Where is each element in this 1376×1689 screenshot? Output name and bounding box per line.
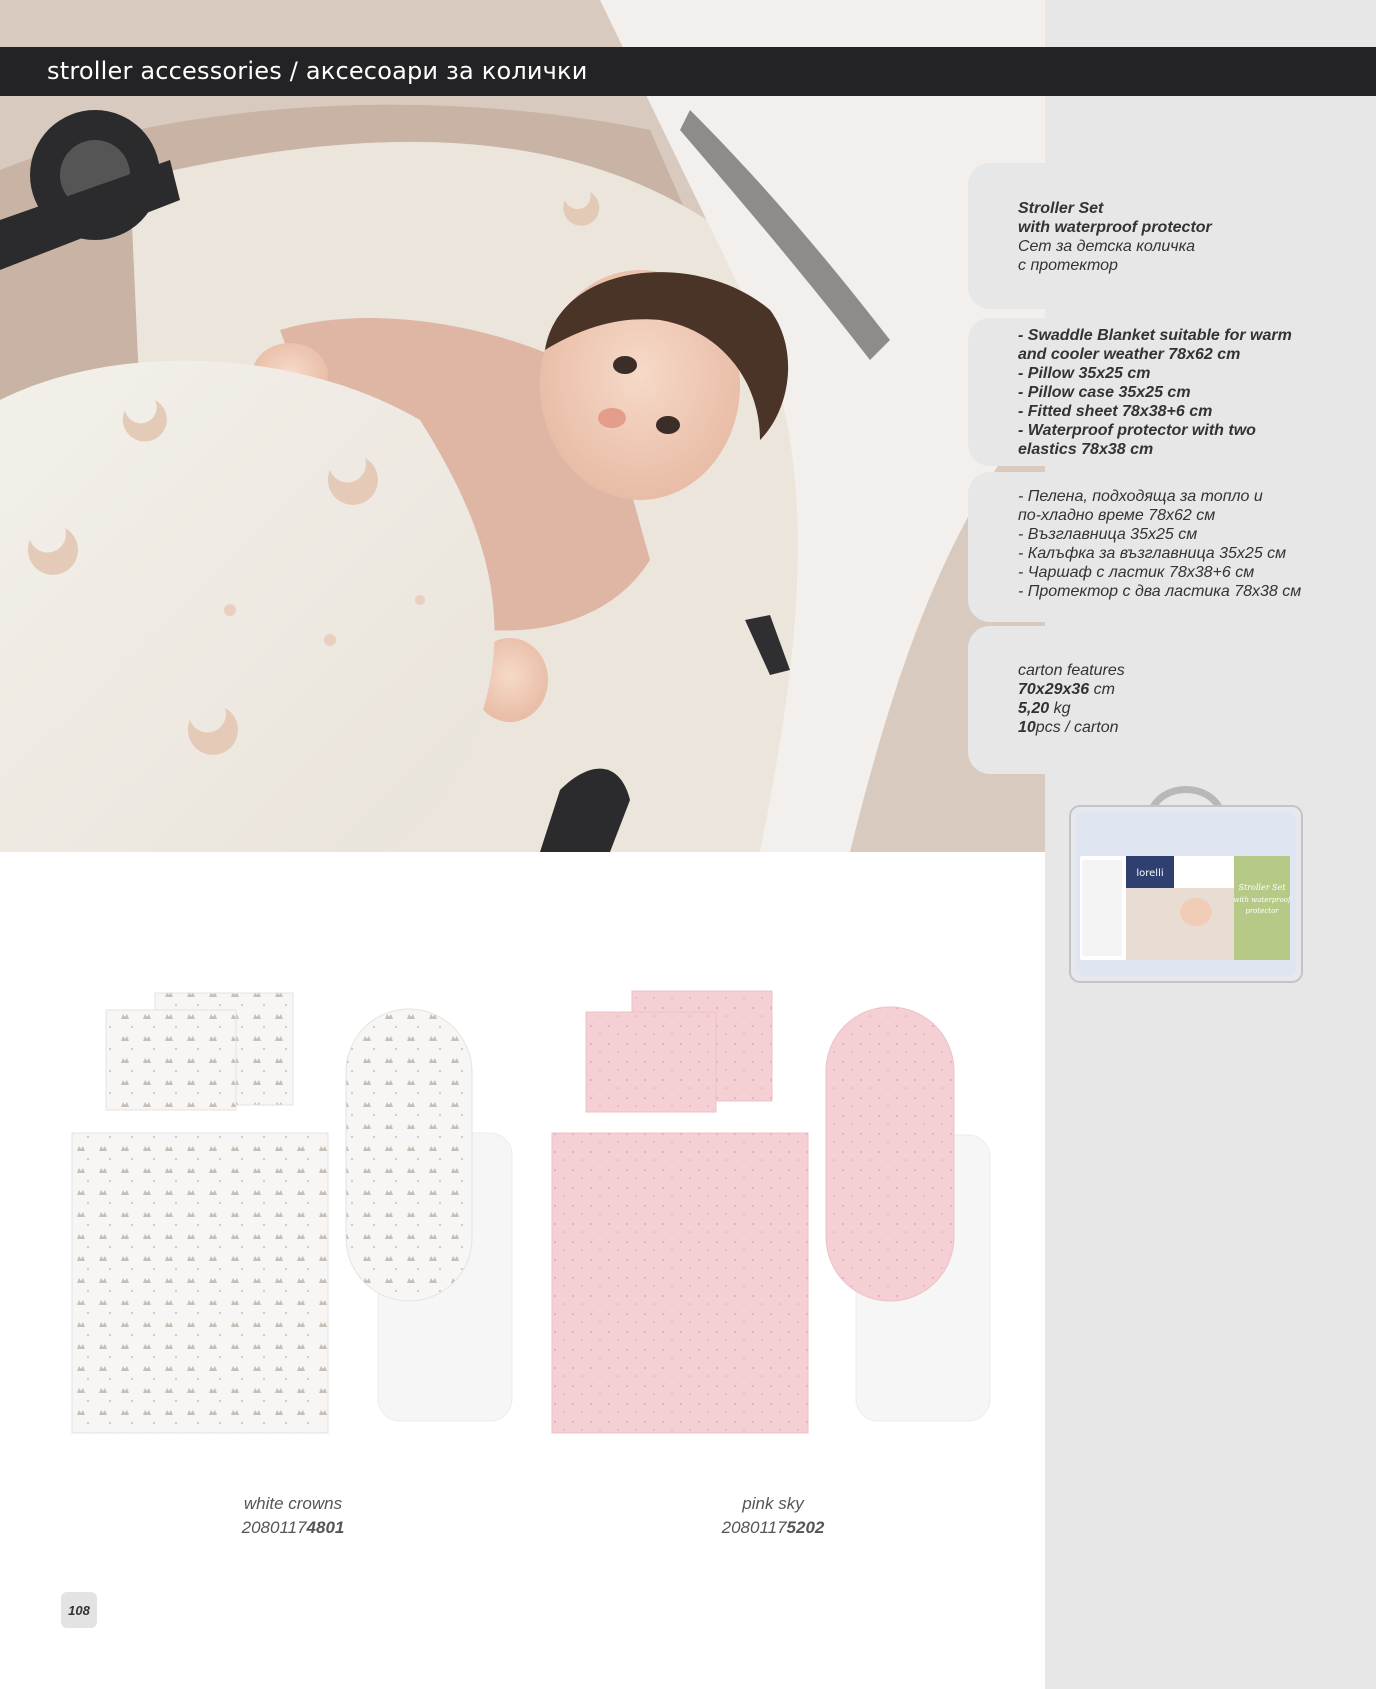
carton-weight-value: 5,20 xyxy=(1018,700,1050,717)
feature-en-line: - Fitted sheet 78x38+6 cm xyxy=(1018,403,1213,420)
variant-code-prefix: 2080117 xyxy=(241,1518,307,1537)
variant-name-white-crowns: white crowns xyxy=(243,1494,343,1513)
variant-code-bold: 5202 xyxy=(786,1518,825,1537)
carton-weight xyxy=(1018,699,1376,718)
variant-white-crowns-image xyxy=(70,985,520,1435)
section-header-bar xyxy=(0,47,1376,96)
variant-code-prefix: 2080117 xyxy=(721,1518,787,1537)
carton-pcs-value: 10 xyxy=(1018,719,1036,736)
variant-name-pink-sky: pink sky xyxy=(742,1494,804,1513)
feature-bg-line: - Калъфка за възглавница 35x25 см xyxy=(1018,545,1287,562)
feature-bg-line: - Протектор с два ластика 78x38 см xyxy=(1018,583,1302,600)
feature-en-line: elastics 78x38 cm xyxy=(1018,441,1154,458)
package-label-2: with waterproof xyxy=(1233,896,1291,904)
feature-bg-line: по-хладно време 78x62 см xyxy=(1018,507,1216,524)
product-title-bg-2: с протектор xyxy=(1018,257,1118,274)
carton-dimensions-unit: cm xyxy=(1089,681,1115,698)
product-title-card xyxy=(968,163,1376,309)
feature-en-line: and cooler weather 78x62 cm xyxy=(1018,346,1241,363)
carton-pcs xyxy=(1018,718,1376,737)
variant-code-bold: 4801 xyxy=(306,1518,345,1537)
product-title-bg-1: Сет за детска количка xyxy=(1018,238,1196,255)
package-label-1: Stroller Set xyxy=(1238,883,1286,892)
feature-en-line: - Waterproof protector with two xyxy=(1018,422,1256,439)
carton-pcs-unit: pcs / carton xyxy=(1035,719,1119,736)
variant-code-white-crowns xyxy=(163,1518,423,1538)
carton-dimensions xyxy=(1018,680,1376,699)
product-title-en-1: Stroller Set xyxy=(1018,200,1104,217)
feature-bg-line: - Чаршаф с ластик 78x38+6 см xyxy=(1018,564,1255,581)
features-bg-card xyxy=(968,472,1376,622)
carton-features-card xyxy=(968,626,1376,774)
feature-en-line: - Pillow case 35x25 cm xyxy=(1018,384,1191,401)
variant-pink-sky-image xyxy=(550,985,1000,1435)
package-bag-image xyxy=(1066,782,1306,987)
features-en-card xyxy=(968,318,1376,466)
package-label-3: protector xyxy=(1245,907,1279,915)
variant-code-pink-sky xyxy=(643,1518,903,1538)
product-title-en-2: with waterproof protector xyxy=(1018,219,1212,236)
section-title: stroller accessories / аксесоари за колички xyxy=(47,57,588,85)
hero-photo xyxy=(0,0,1045,852)
package-brand: lorelli xyxy=(1136,868,1164,879)
carton-label: carton features xyxy=(1018,662,1125,679)
page-number: 108 xyxy=(61,1592,97,1628)
feature-en-line: - Swaddle Blanket suitable for warm xyxy=(1018,327,1292,344)
feature-en-line: - Pillow 35x25 cm xyxy=(1018,365,1151,382)
carton-dimensions-value: 70x29x36 xyxy=(1018,681,1090,698)
hero-photo-illustration xyxy=(0,0,1045,852)
feature-bg-line: - Пелена, подходяща за топло и xyxy=(1018,488,1263,505)
feature-bg-line: - Възглавница 35x25 см xyxy=(1018,526,1198,543)
carton-weight-unit: kg xyxy=(1049,700,1071,717)
